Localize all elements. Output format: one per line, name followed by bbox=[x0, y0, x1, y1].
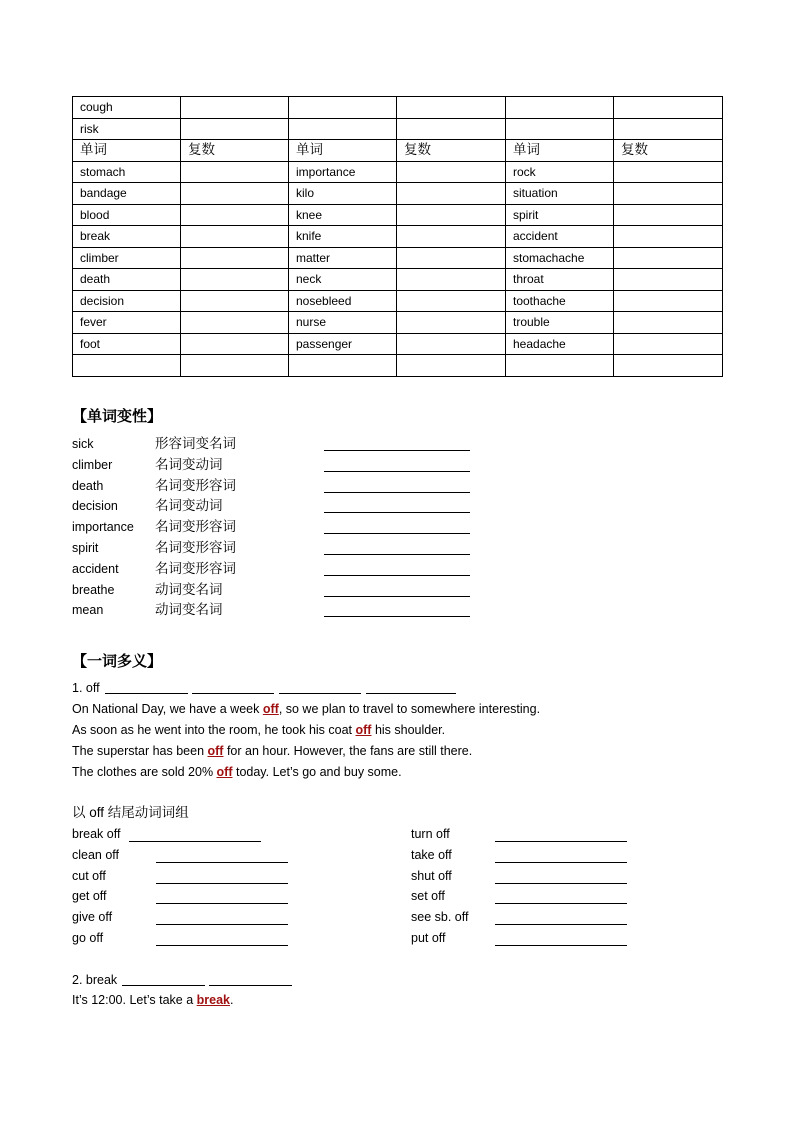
word-form-word: climber bbox=[72, 457, 113, 472]
plural-answer-cell[interactable] bbox=[614, 355, 723, 377]
word-form-row bbox=[72, 496, 472, 516]
plural-answer-cell[interactable] bbox=[614, 97, 723, 119]
table-row bbox=[73, 269, 723, 291]
word-form-task: 名词变形容词 bbox=[155, 477, 236, 493]
word-cell: stomach bbox=[73, 161, 181, 183]
word-cell: stomachache bbox=[506, 247, 614, 269]
word-cell: foot bbox=[73, 333, 181, 355]
table-row bbox=[73, 204, 723, 226]
example-sentence bbox=[72, 762, 402, 782]
break-sentence bbox=[72, 990, 233, 1010]
highlighted-keyword: break bbox=[196, 993, 230, 1007]
table-row bbox=[73, 312, 723, 334]
word-form-row bbox=[72, 455, 472, 475]
plural-answer-cell[interactable] bbox=[181, 269, 289, 291]
word-cell bbox=[73, 355, 181, 377]
word-form-row bbox=[72, 476, 472, 496]
answer-blank[interactable] bbox=[209, 985, 292, 986]
word-cell: spirit bbox=[506, 204, 614, 226]
table-row bbox=[73, 183, 723, 205]
word-cell: nosebleed bbox=[289, 290, 397, 312]
word-form-row bbox=[72, 580, 472, 600]
word-cell: knife bbox=[289, 226, 397, 248]
plural-answer-cell[interactable] bbox=[181, 183, 289, 205]
off-heading-label: 1. off bbox=[72, 681, 100, 695]
word-cell: fever bbox=[73, 312, 181, 334]
word-cell: kilo bbox=[289, 183, 397, 205]
plural-answer-cell[interactable] bbox=[614, 183, 723, 205]
word-cell: blood bbox=[73, 204, 181, 226]
word-form-task: 名词变形容词 bbox=[155, 560, 236, 576]
answer-blank[interactable] bbox=[324, 450, 470, 451]
answer-blank[interactable] bbox=[122, 985, 205, 986]
word-cell: matter bbox=[289, 247, 397, 269]
phrase-label: break off bbox=[72, 827, 121, 841]
word-cell: bandage bbox=[73, 183, 181, 205]
phrase-label: shut off bbox=[411, 868, 452, 883]
phrase-label: set off bbox=[411, 889, 445, 904]
table-header-cell: 复数 bbox=[614, 140, 723, 162]
table-row bbox=[73, 333, 723, 355]
answer-blank[interactable] bbox=[324, 471, 470, 472]
word-form-task: 名词变动词 bbox=[155, 456, 223, 472]
answer-blank[interactable] bbox=[156, 862, 288, 863]
plural-answer-cell[interactable] bbox=[614, 204, 723, 226]
plural-answer-cell[interactable] bbox=[181, 355, 289, 377]
plural-answer-cell[interactable] bbox=[397, 333, 506, 355]
word-form-word: accident bbox=[72, 561, 119, 576]
answer-blank[interactable] bbox=[495, 841, 627, 842]
highlighted-keyword: off bbox=[216, 765, 233, 779]
word-form-task: 名词变形容词 bbox=[155, 519, 236, 535]
table-row bbox=[73, 118, 723, 140]
word-cell: knee bbox=[289, 204, 397, 226]
word-form-word: death bbox=[72, 478, 104, 493]
plural-answer-cell[interactable] bbox=[397, 355, 506, 377]
table-row bbox=[73, 355, 723, 377]
plural-answer-cell[interactable] bbox=[397, 161, 506, 183]
section-title-polysemy: 【一词多义】 bbox=[72, 653, 163, 670]
plural-answer-cell[interactable] bbox=[397, 226, 506, 248]
word-cell: headache bbox=[506, 333, 614, 355]
word-cell: nurse bbox=[289, 312, 397, 334]
answer-blank[interactable] bbox=[156, 903, 288, 904]
highlighted-keyword: off bbox=[262, 702, 279, 716]
answer-blank[interactable] bbox=[495, 903, 627, 904]
word-form-row bbox=[72, 434, 472, 454]
word-cell: rock bbox=[506, 161, 614, 183]
sentence-text: . bbox=[229, 993, 234, 1007]
table-row bbox=[73, 247, 723, 269]
plural-answer-cell[interactable] bbox=[181, 118, 289, 140]
plural-answer-cell[interactable] bbox=[397, 118, 506, 140]
phrase-label: turn off bbox=[411, 827, 450, 841]
plural-answer-cell[interactable] bbox=[181, 204, 289, 226]
answer-blank[interactable] bbox=[324, 533, 470, 534]
plural-answer-cell[interactable] bbox=[614, 161, 723, 183]
sentence-text: The superstar has been bbox=[72, 744, 208, 758]
answer-blank[interactable] bbox=[495, 862, 627, 863]
word-form-task: 名词变动词 bbox=[155, 498, 223, 514]
phrase-label: get off bbox=[72, 889, 107, 904]
word-cell: accident bbox=[506, 226, 614, 248]
answer-blank[interactable] bbox=[495, 945, 627, 946]
word-form-word: spirit bbox=[72, 541, 99, 555]
table-header-cell: 单词 bbox=[73, 140, 181, 162]
plural-answer-cell[interactable] bbox=[614, 118, 723, 140]
word-cell bbox=[506, 97, 614, 119]
plural-answer-cell[interactable] bbox=[397, 204, 506, 226]
answer-blank[interactable] bbox=[156, 945, 288, 946]
phrase-label: put off bbox=[411, 931, 446, 945]
sentence-text: The clothes are sold 20% bbox=[72, 765, 217, 779]
answer-blank[interactable] bbox=[324, 575, 470, 576]
phrase-label: clean off bbox=[72, 847, 120, 862]
table-row bbox=[73, 226, 723, 248]
word-cell: climber bbox=[73, 247, 181, 269]
word-cell bbox=[289, 97, 397, 119]
word-cell: death bbox=[73, 269, 181, 291]
answer-blank[interactable] bbox=[129, 841, 261, 842]
answer-blank[interactable] bbox=[324, 492, 470, 493]
word-form-row bbox=[72, 538, 472, 558]
plural-answer-cell[interactable] bbox=[614, 269, 723, 291]
word-form-word: breathe bbox=[72, 582, 115, 597]
off-heading bbox=[72, 678, 100, 698]
word-form-task: 名词变形容词 bbox=[155, 540, 236, 555]
word-cell: neck bbox=[289, 269, 397, 291]
table-row bbox=[73, 97, 723, 119]
answer-blank[interactable] bbox=[495, 924, 627, 925]
answer-blank[interactable] bbox=[495, 883, 627, 884]
answer-blank[interactable] bbox=[324, 596, 470, 597]
sentence-text: for an hour. However, the fans are still there. bbox=[223, 744, 473, 758]
table-row bbox=[73, 290, 723, 312]
table-header-cell: 复数 bbox=[181, 140, 289, 162]
plural-answer-cell[interactable] bbox=[614, 226, 723, 248]
plural-answer-cell[interactable] bbox=[181, 97, 289, 119]
plural-answer-cell[interactable] bbox=[614, 290, 723, 312]
example-sentence bbox=[72, 699, 540, 719]
word-form-word: decision bbox=[72, 499, 118, 514]
word-form-row bbox=[72, 600, 472, 620]
word-form-task: 形容词变名词 bbox=[155, 436, 236, 451]
answer-blank[interactable] bbox=[324, 512, 470, 513]
phrase-label: cut off bbox=[72, 868, 106, 883]
answer-blank[interactable] bbox=[156, 924, 288, 925]
plural-answer-cell[interactable] bbox=[181, 226, 289, 248]
word-cell bbox=[289, 355, 397, 377]
plural-answer-cell[interactable] bbox=[397, 290, 506, 312]
table-header-cell: 单词 bbox=[289, 140, 397, 162]
sentence-text: On National Day, we have a week bbox=[72, 702, 263, 716]
phrase-label: see sb. off bbox=[411, 910, 469, 925]
word-cell: risk bbox=[73, 118, 181, 140]
word-form-task: 动词变名词 bbox=[155, 581, 223, 597]
plural-answer-cell[interactable] bbox=[614, 247, 723, 269]
word-form-word: sick bbox=[72, 437, 94, 451]
break-heading bbox=[72, 970, 117, 990]
word-cell: trouble bbox=[506, 312, 614, 334]
break-heading-label: 2. break bbox=[72, 973, 118, 987]
plural-answer-cell[interactable] bbox=[181, 333, 289, 355]
table-header-cell: 复数 bbox=[397, 140, 506, 162]
word-form-task: 动词变名词 bbox=[155, 602, 223, 618]
word-cell: break bbox=[73, 226, 181, 248]
table-row bbox=[73, 161, 723, 183]
example-sentence bbox=[72, 741, 472, 761]
sentence-text: , so we plan to travel to somewhere interesting. bbox=[278, 702, 541, 716]
sentence-text: It’s 12:00. Let’s take a bbox=[72, 993, 197, 1007]
answer-blank[interactable] bbox=[324, 616, 470, 617]
example-sentence bbox=[72, 720, 445, 740]
word-form-word: importance bbox=[72, 520, 134, 535]
word-cell bbox=[289, 118, 397, 140]
word-form-row bbox=[72, 559, 472, 579]
phrase-label: go off bbox=[72, 931, 104, 945]
plural-answer-cell[interactable] bbox=[397, 97, 506, 119]
plural-answer-cell[interactable] bbox=[397, 247, 506, 269]
word-cell: importance bbox=[289, 161, 397, 183]
word-cell: throat bbox=[506, 269, 614, 291]
plural-answer-cell[interactable] bbox=[614, 333, 723, 355]
word-cell: cough bbox=[73, 97, 181, 119]
word-cell bbox=[506, 355, 614, 377]
plural-answer-cell[interactable] bbox=[397, 312, 506, 334]
phrase-label: take off bbox=[411, 847, 452, 862]
plural-answer-cell[interactable] bbox=[397, 183, 506, 205]
word-form-row bbox=[72, 517, 472, 537]
phrase-heading: 以 off 结尾动词词组 bbox=[72, 805, 189, 820]
answer-blank[interactable] bbox=[279, 693, 361, 694]
table-header-row bbox=[73, 140, 723, 162]
answer-blank[interactable] bbox=[324, 554, 470, 555]
word-cell: decision bbox=[73, 290, 181, 312]
sentence-text: As soon as he went into the room, he took his coat bbox=[72, 723, 356, 737]
plural-answer-cell[interactable] bbox=[181, 161, 289, 183]
answer-blank[interactable] bbox=[366, 693, 456, 694]
highlighted-keyword: off bbox=[355, 723, 372, 737]
plural-answer-cell[interactable] bbox=[181, 290, 289, 312]
plural-table bbox=[72, 96, 723, 377]
plural-answer-cell[interactable] bbox=[397, 269, 506, 291]
answer-blank[interactable] bbox=[156, 883, 288, 884]
sentence-text: his shoulder. bbox=[371, 723, 446, 737]
plural-answer-cell[interactable] bbox=[614, 312, 723, 334]
table-header-cell: 单词 bbox=[506, 140, 614, 162]
sentence-text: today. Let’s go and buy some. bbox=[232, 765, 402, 779]
section-title-word-forms: 【单词变性】 bbox=[72, 408, 163, 425]
word-cell bbox=[506, 118, 614, 140]
plural-answer-cell[interactable] bbox=[181, 312, 289, 334]
word-form-word: mean bbox=[72, 603, 104, 618]
word-cell: passenger bbox=[289, 333, 397, 355]
word-cell: situation bbox=[506, 183, 614, 205]
plural-answer-cell[interactable] bbox=[181, 247, 289, 269]
answer-blank[interactable] bbox=[105, 693, 188, 694]
word-cell: toothache bbox=[506, 290, 614, 312]
phrase-label: give off bbox=[72, 910, 113, 925]
answer-blank[interactable] bbox=[192, 693, 274, 694]
highlighted-keyword: off bbox=[207, 744, 224, 758]
